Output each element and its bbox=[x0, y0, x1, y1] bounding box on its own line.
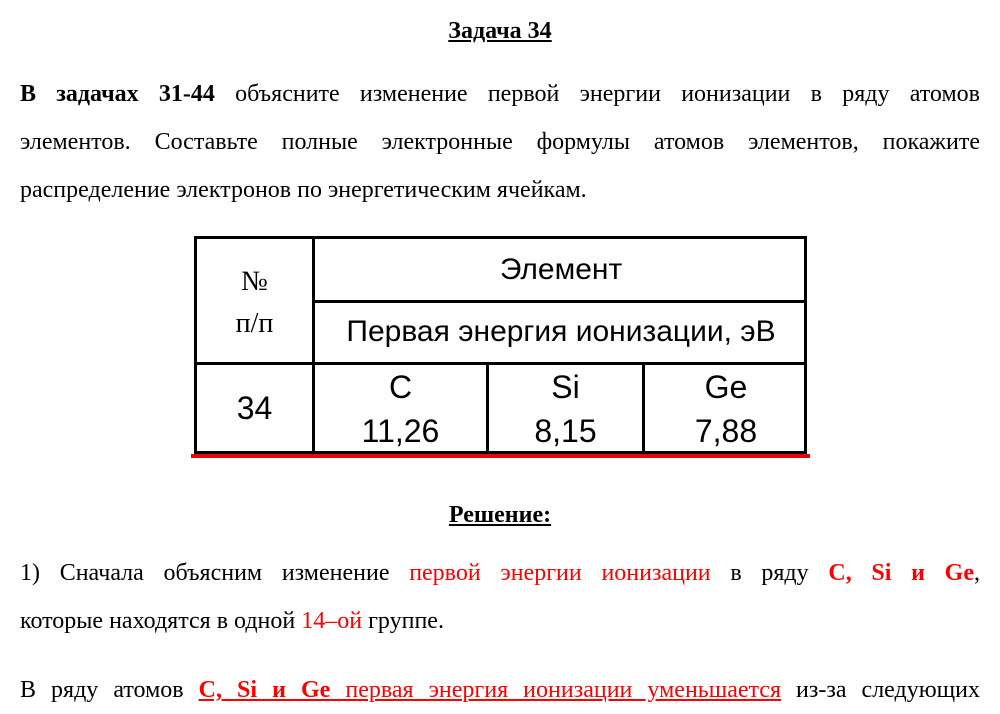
element-symbol-ge: Ge bbox=[704, 369, 748, 405]
solution-text: из-за следующих bbox=[781, 677, 980, 703]
task-statement-line-2: элементов. Составьте полные электронные формулы атомов элементов, покажите bbox=[20, 129, 980, 155]
task-range-label: В задачах 31-44 bbox=[20, 81, 215, 107]
ionization-energy-table bbox=[194, 236, 807, 454]
group-number: 14–ой bbox=[301, 608, 363, 634]
solution-paragraph-2 bbox=[20, 666, 980, 714]
solution-line-3 bbox=[20, 666, 980, 714]
table-divider-horizontal bbox=[312, 300, 807, 303]
highlight-term: первой энергии ионизации bbox=[409, 560, 711, 586]
solution-text: группе. bbox=[362, 608, 444, 634]
element-series: C, Si и Ge bbox=[198, 677, 331, 703]
solution-title: Решение: bbox=[448, 502, 552, 528]
number-column-header: № п/п bbox=[235, 266, 274, 339]
energy-value-ge: 7,88 bbox=[694, 413, 758, 449]
solution-line-2 bbox=[20, 597, 980, 645]
row-number: 34 bbox=[236, 390, 273, 426]
solution-text: в ряду bbox=[710, 560, 829, 586]
solution-line-1 bbox=[20, 549, 980, 597]
task-statement bbox=[20, 70, 980, 214]
task-statement-line-1 bbox=[20, 70, 980, 118]
solution-text: , bbox=[974, 560, 980, 586]
highlight-term: первая энергия ионизации уменьшается bbox=[330, 677, 781, 703]
solution-text: которые находятся в одной bbox=[20, 608, 302, 634]
table-divider-horizontal bbox=[197, 362, 807, 365]
element-symbol-si: Si bbox=[551, 369, 580, 405]
energy-value-c: 11,26 bbox=[361, 413, 440, 449]
solution-paragraph-1 bbox=[20, 549, 980, 645]
element-series: C, Si и Ge bbox=[828, 560, 974, 586]
element-header: Элемент bbox=[499, 253, 623, 286]
task-title: Задача 34 bbox=[448, 18, 552, 44]
solution-text: 1) Сначала объясним изменение bbox=[20, 560, 410, 586]
task-statement-text-1: объясните изменение первой энергии ионизации в ряду атомов bbox=[214, 81, 980, 107]
ionization-energy-header: Первая энергия ионизации, эВ bbox=[346, 315, 776, 348]
task-statement-line-3: распределение электронов по энергетическим ячейкам. bbox=[20, 177, 587, 203]
energy-value-si: 8,15 bbox=[534, 413, 597, 449]
element-symbol-c: C bbox=[388, 369, 413, 405]
table-red-underline bbox=[191, 454, 810, 458]
solution-text: В ряду атомов bbox=[20, 677, 199, 703]
